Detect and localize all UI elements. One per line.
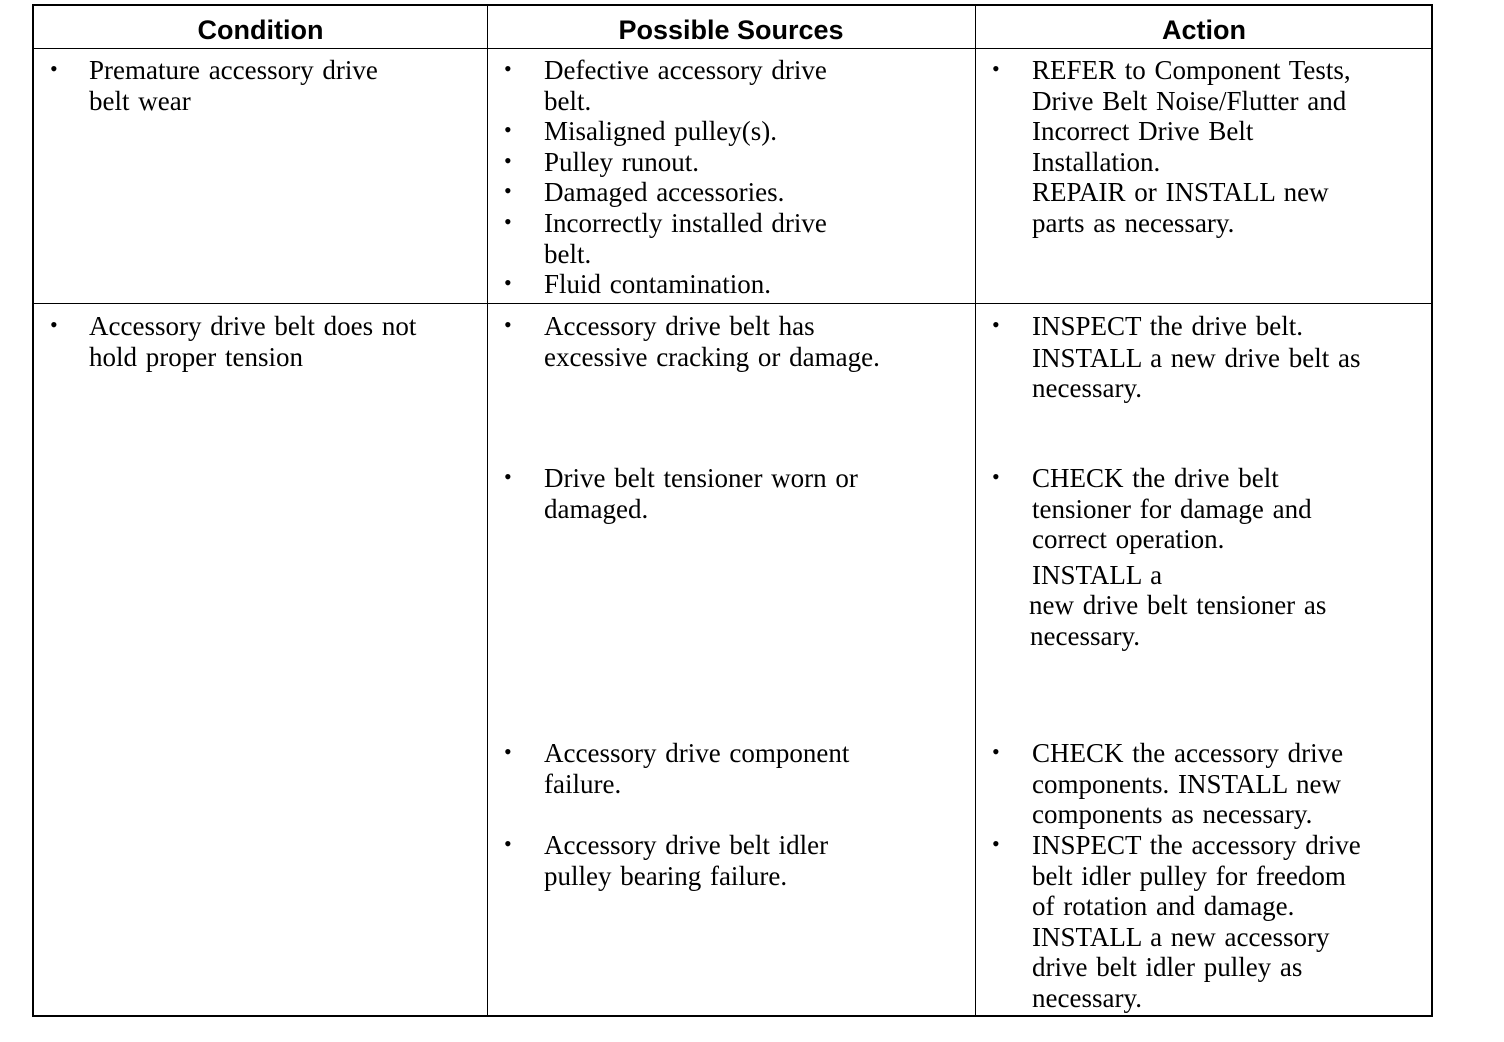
row-divider: [34, 303, 1431, 304]
bullet: •: [504, 464, 512, 489]
column-divider: [487, 6, 488, 1015]
bullet: •: [504, 739, 512, 764]
condition-text: Premature accessory drive belt wear: [89, 55, 378, 116]
action-text: CHECK the drive belt tensioner for damage and correct operation. INSTALL a new drive belt tensioner as necessary.: [1029, 463, 1327, 651]
source-text: Misaligned pulley(s).: [544, 116, 777, 146]
source-text: Fluid contamination.: [544, 269, 771, 299]
bullet: •: [992, 312, 1000, 337]
condition-text: Accessory drive belt does not hold proper tension: [89, 311, 417, 372]
troubleshooting-table: [32, 4, 1433, 1017]
source-text: Drive belt tensioner worn or damaged.: [544, 463, 858, 524]
source-text: Accessory drive belt idler pulley bearing failure.: [544, 830, 829, 891]
action-text: CHECK the accessory drive components. INSTALL new components as necessary.: [1032, 738, 1344, 829]
bullet: •: [504, 56, 512, 81]
source-text: Pulley runout.: [544, 147, 699, 177]
header-possible-sources: Possible Sources: [618, 15, 844, 45]
source-text: Damaged accessories.: [544, 177, 785, 207]
action-text: INSPECT the accessory drive belt idler pulley for freedom of rotation and damage. INSTALL a new accessory drive belt idler pulley as necessary.: [1032, 830, 1361, 1013]
bullet: •: [992, 56, 1000, 81]
source-text: Incorrectly installed drive belt.: [544, 208, 827, 269]
bullet: •: [50, 56, 58, 81]
action-text: INSPECT the drive belt. INSTALL a new drive belt as necessary.: [1032, 311, 1361, 403]
header-condition: Condition: [197, 15, 324, 45]
bullet: •: [504, 178, 512, 203]
source-text: Accessory drive component failure.: [544, 738, 850, 799]
source-text: Accessory drive belt has excessive cracking or damage.: [544, 311, 880, 372]
header-action: Action: [1162, 15, 1246, 45]
bullet: •: [504, 270, 512, 295]
bullet: •: [50, 312, 58, 337]
bullet: •: [504, 831, 512, 856]
bullet: •: [992, 739, 1000, 764]
action-text: REFER to Component Tests, Drive Belt Noise/Flutter and Incorrect Drive Belt Installation. REPAIR or INSTALL new parts as necessary.: [1032, 55, 1351, 238]
bullet: •: [504, 148, 512, 173]
column-divider: [975, 6, 976, 1015]
bullet: •: [504, 209, 512, 234]
bullet: •: [504, 117, 512, 142]
source-text: Defective accessory drive belt.: [544, 55, 827, 116]
bullet: •: [504, 312, 512, 337]
bullet: •: [992, 831, 1000, 856]
bullet: •: [992, 464, 1000, 489]
